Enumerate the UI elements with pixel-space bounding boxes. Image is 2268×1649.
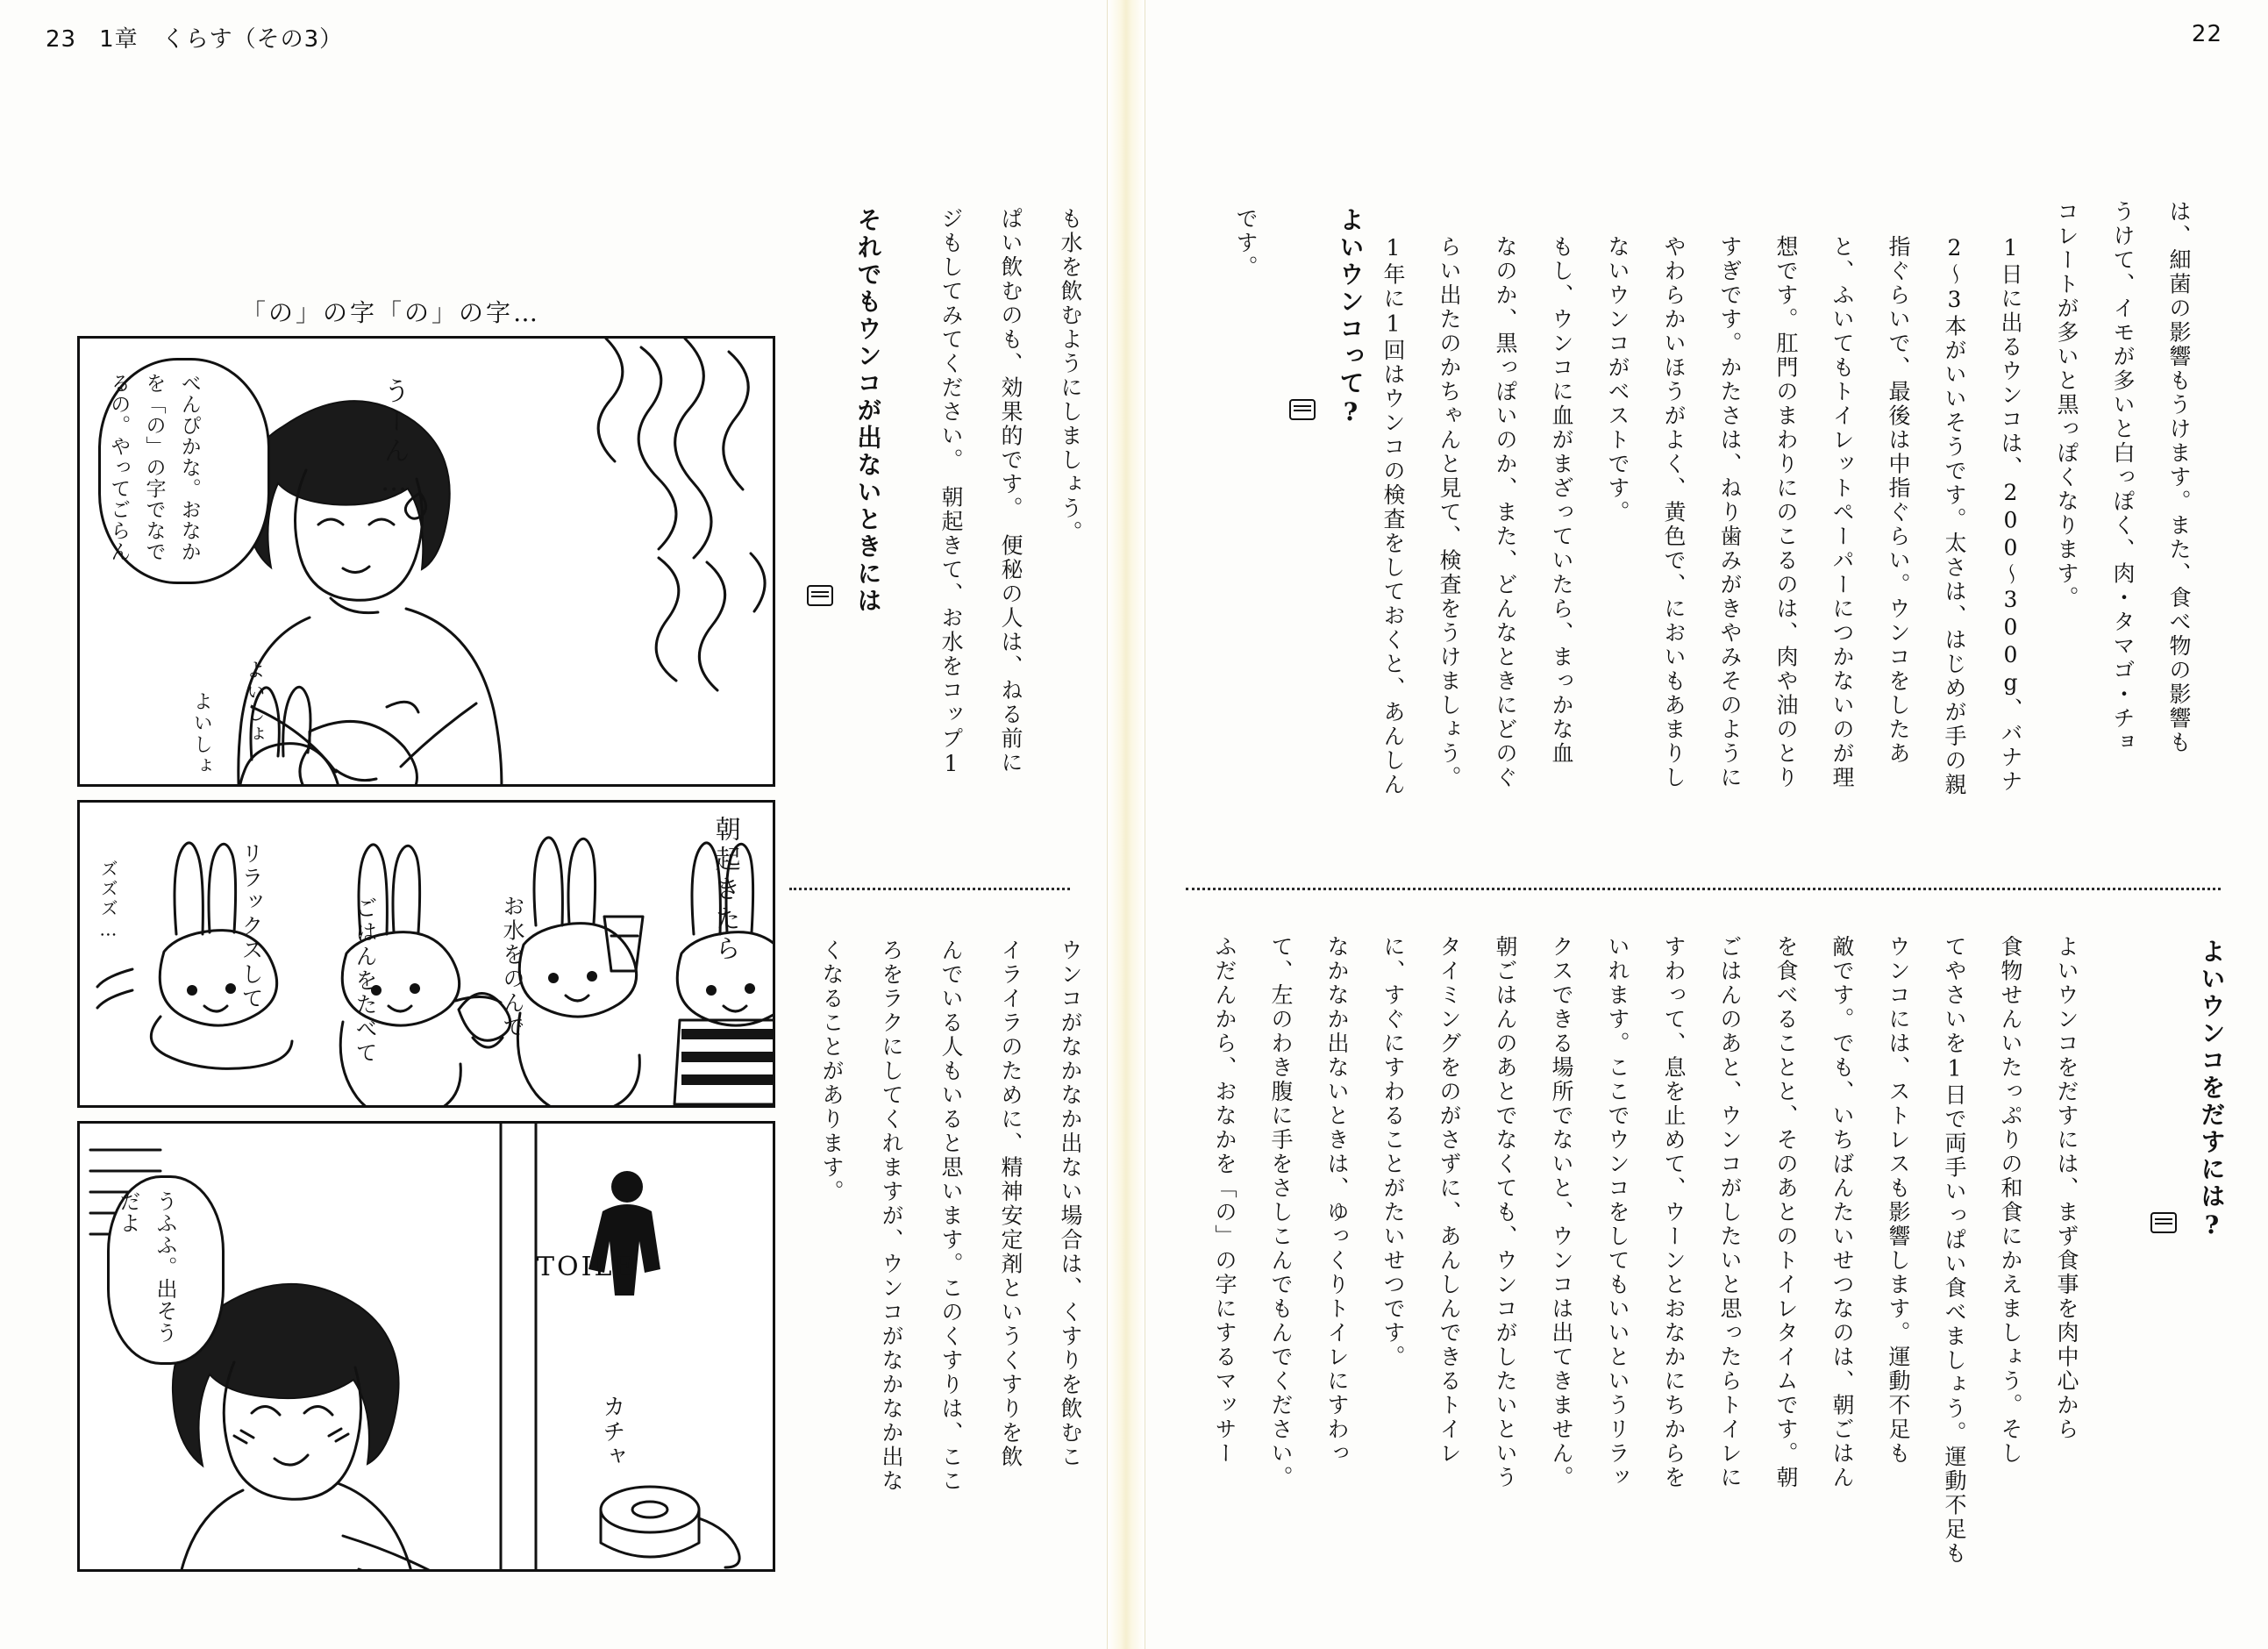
panel-1-speech-bubble <box>98 358 270 584</box>
panel-1-sfx-small-1: よいしょ <box>243 660 266 746</box>
right-upper-col-5: 2〜3本がいいそうです。太さは、はじめが手の親 <box>1942 235 1967 797</box>
right-lower-col-9: いれます。ここでウンコをしてもいいというリラッ <box>1605 935 1630 1490</box>
right-lower-col-11: 朝ごはんのあとでなくても、ウンコがしたいという <box>1493 935 1518 1490</box>
right-lower-col-6: を食べることと、そのあとのトイレタイムです。朝 <box>1773 935 1799 1490</box>
right-page-divider <box>1186 888 2221 890</box>
right-lower-col-15: て、左のわき腹に手をさしこんでもんでください。 <box>1268 935 1294 1490</box>
panel-3-door-sign-text: TOILE <box>537 1252 637 1282</box>
panel-2 <box>77 800 775 1108</box>
right-lower-col-1: よいウンコをだすには、まず食事を肉中心から <box>2054 935 2079 1442</box>
right-upper-col-13: なのか、黒っぽいのか、また、どんなときにどのぐ <box>1493 235 1518 790</box>
right-lower-col-3: てやさいを1日で両手いっぱい食べましょう。運動不足も <box>1942 935 1967 1566</box>
right-upper-col-1: は、細菌の影響もうけます。また、食べ物の影響も <box>2166 200 2192 755</box>
right-upper-col-7: と、ふいてもトイレットペーパーにつかないのが理 <box>1829 235 1855 790</box>
right-lower-col-14: なかなか出ないときは、ゆっくりトイレにすわっ <box>1324 935 1350 1466</box>
panel-2-sfx: ズズズ… <box>97 860 119 942</box>
right-upper-col-2: うけて、イモが多いと白っぽく、肉・タマゴ・チョ <box>2110 200 2136 755</box>
right-lower-col-7: ごはんのあと、ウンコがしたいと思ったらトイレに <box>1717 935 1743 1490</box>
right-lower-heading-text: よいウンコをだすには? <box>2197 939 2227 1242</box>
left-page-chapter-label: 1章 くらす（その3） <box>99 26 344 53</box>
left-lower-col-2: イライラのために、精神安定剤というくすりを飲 <box>998 939 1023 1469</box>
right-upper-col-6: 指ぐらいで、最後は中指ぐらい。ウンコをしたあ <box>1886 235 1911 766</box>
right-upper-col-12: もし、ウンコに血がまざっていたら、まっかな血 <box>1549 235 1574 766</box>
right-upper-col-3: コレートが多いと黒っぽくなります。 <box>2054 200 2079 610</box>
panel-2-label-title: 朝起きたら <box>711 816 742 965</box>
right-lower-col-12: タイミングをのがさずに、あんしんできるトイレ <box>1437 935 1462 1466</box>
left-lower-col-4: ろをラクにしてくれますが、ウンコがなかなか出な <box>879 939 904 1494</box>
right-lower-col-8: すわって、息を止めて、ウーンとおなかにちからを <box>1661 935 1687 1490</box>
right-lower-col-4: ウンコには、ストレスも影響します。運動不足も <box>1886 935 1911 1466</box>
right-upper-col-4: 1日に出るウンコは、200〜300g、バナナ <box>1998 235 2023 794</box>
panel-1-sfx-small-2: よいしょ <box>190 691 213 777</box>
right-lower-col-10: クスできる場所でないと、ウンコは出てきません。 <box>1549 935 1574 1490</box>
left-lower-col-1: ウンコがなかなか出ない場合は、くすりを飲むこ <box>1058 939 1083 1469</box>
right-upper-col-9: すぎです。かたさは、ねり歯みがきやみそのように <box>1717 235 1743 790</box>
right-upper-col-16: です。 <box>1233 207 1259 280</box>
right-upper-col-11: ないウンコがベストです。 <box>1605 235 1630 525</box>
right-upper-col-8: 想です。肛門のまわりにのこるのは、肉や油のとり <box>1773 235 1799 790</box>
right-upper-heading-text: よいウンコって? <box>1336 207 1366 429</box>
right-upper-heading <box>1289 207 1374 698</box>
right-lower-col-5: 敵です。でも、いちばんたいせつなのは、朝ごはん <box>1829 935 1855 1490</box>
left-upper-col-3: ジもしてみてください。 朝起きて、お水をコップ1 <box>938 207 964 779</box>
section-marker-icon <box>807 585 833 606</box>
panel-3-sfx: カチャ <box>598 1395 625 1470</box>
right-upper-col-15: 1年に1回はウンコの検査をしておくと、あんしん <box>1380 235 1406 797</box>
right-lower-col-13: に、すぐにすわることがたいせつです。 <box>1380 935 1406 1369</box>
left-lower-col-3: んでいる人もいると思います。このくすりは、ここ <box>938 939 964 1494</box>
panel-2-label-b: ごはんをたべて <box>353 896 378 1066</box>
panel-2-artwork <box>80 803 773 1105</box>
left-lower-col-5: くなることがあります。 <box>819 939 845 1204</box>
panel-2-label-a: お水をのんで <box>500 895 525 1039</box>
right-lower-col-16: ふだんから、おなかを「の」の字にするマッサー <box>1212 935 1237 1466</box>
right-page-folio <box>2192 21 2222 47</box>
book-spine <box>1107 0 1145 1649</box>
left-page-folio <box>46 21 343 54</box>
section-marker-icon <box>1289 399 1316 420</box>
left-upper-col-2: ぱい飲むのも、効果的です。 便秘の人は、ねる前に <box>998 207 1023 775</box>
panel-3-bubble-text: うふふ。出そうだよ <box>116 1190 177 1344</box>
panel-1-sfx-main: うーん… <box>378 377 410 501</box>
right-page-number: 22 <box>2191 21 2222 47</box>
right-lower-heading <box>2150 939 2236 1465</box>
right-lower-col-2: 食物せんいたっぷりの和食にかえましょう。そし <box>1998 935 2023 1466</box>
left-section-heading <box>807 207 892 698</box>
right-upper-col-10: やわらかいほうがよく、黄色で、においもあまりし <box>1661 235 1687 790</box>
panel-2-label-c: リラックスして <box>239 842 264 1011</box>
left-page-divider <box>789 888 1070 890</box>
comic-title: 「の」の字「の」の字… <box>241 298 541 327</box>
panel-3-speech-bubble <box>107 1175 225 1365</box>
panel-1-bubble-text: べんぴかな。おなかを「の」の字でなでるの。やってごらん <box>107 373 201 562</box>
section-marker-icon <box>2150 1212 2177 1233</box>
left-upper-col-1: も水を飲むようにしましょう。 <box>1058 207 1083 545</box>
left-page-number: 23 <box>46 26 77 53</box>
left-section-heading-text: それでもウンコが出ないときには <box>853 207 883 615</box>
right-upper-col-14: らい出たのかちゃんと見て、検査をうけましょう。 <box>1437 235 1462 790</box>
